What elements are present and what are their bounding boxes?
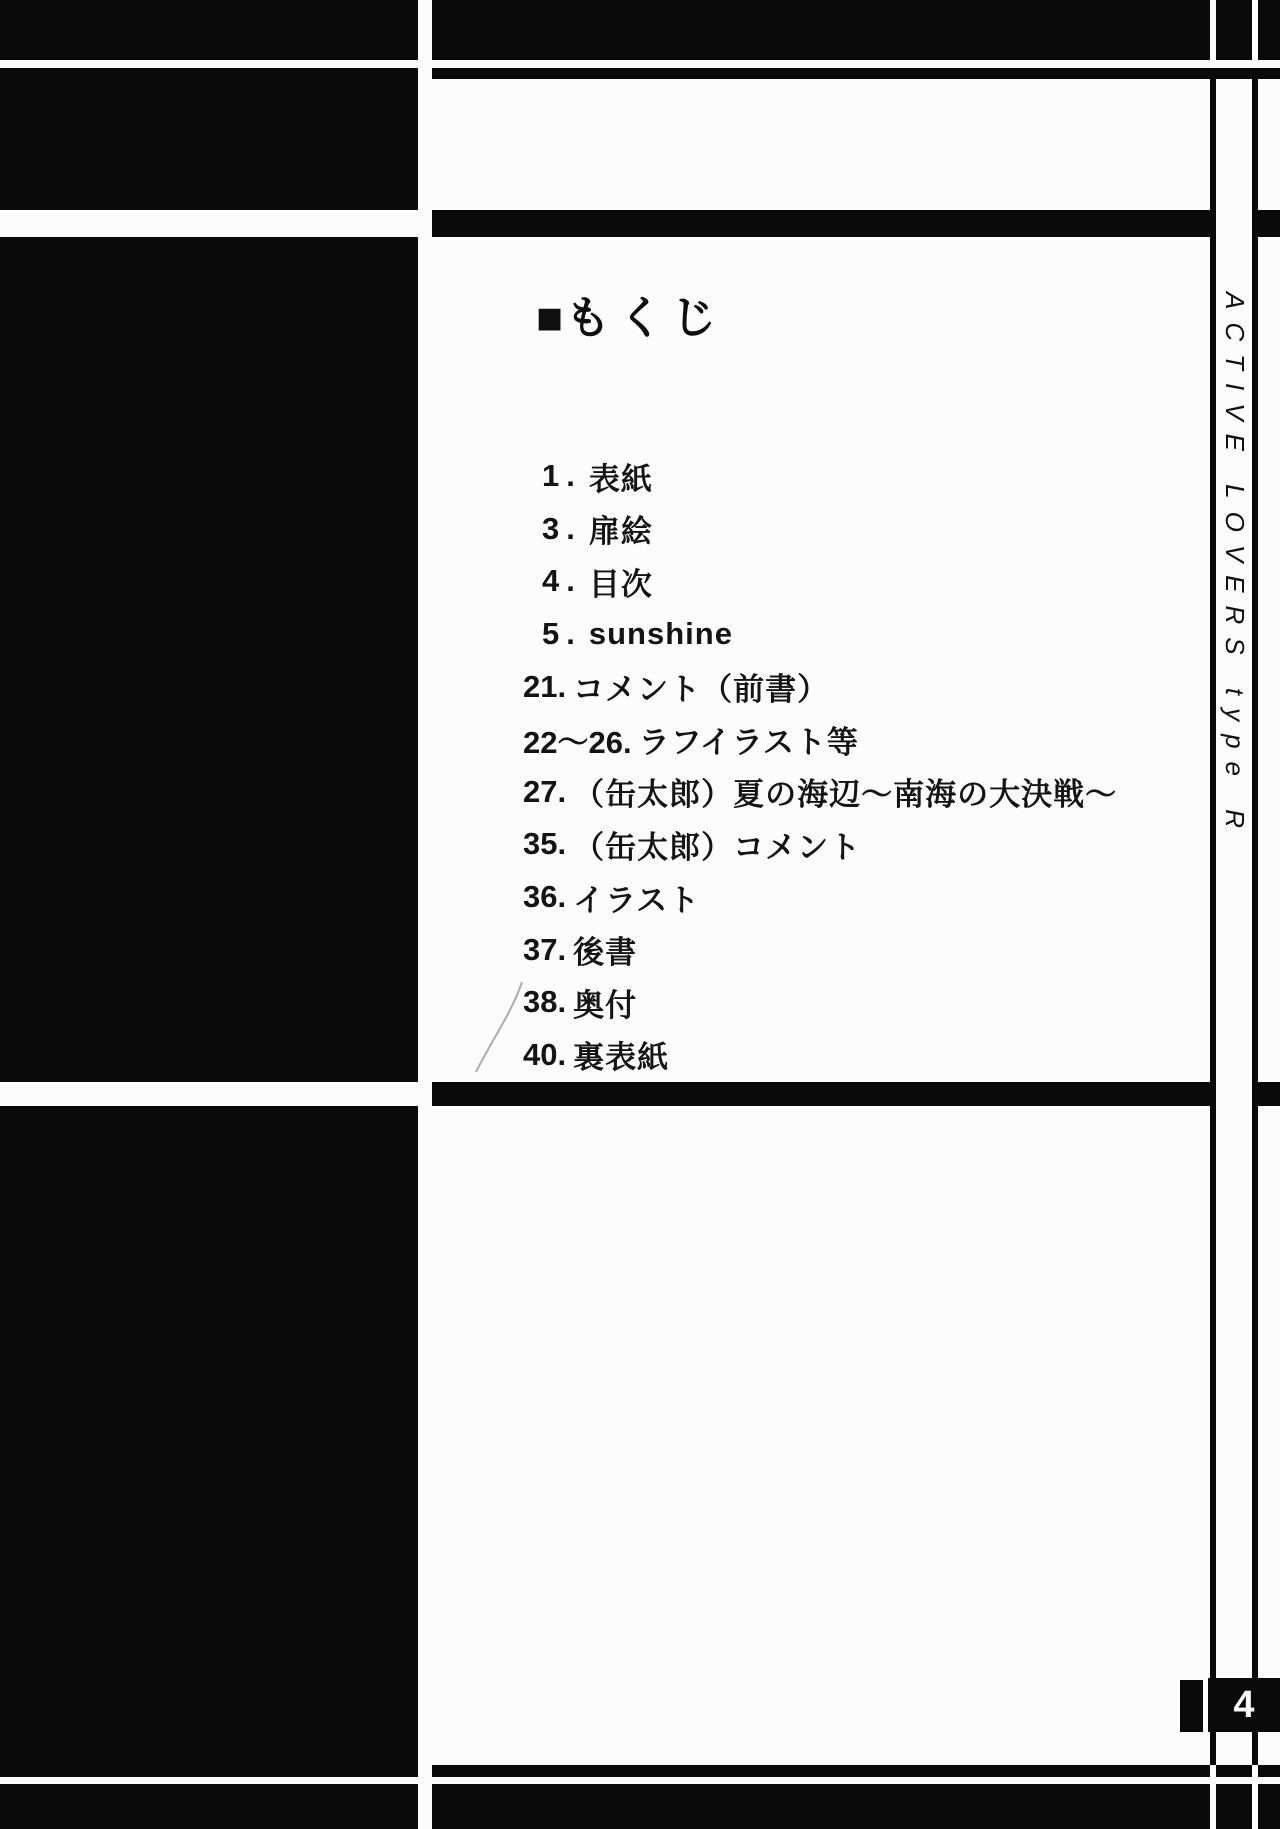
left-white-vertical-line-top [418, 0, 432, 60]
toc-box-top-bar [432, 210, 1216, 237]
toc-entry-number: 40. [523, 1036, 567, 1072]
toc-entry-number: 36. [523, 879, 567, 915]
left-white-vertical-line-bottom [418, 1765, 432, 1829]
toc-entry-label: 表紙 [588, 461, 653, 497]
toc-entry-label: （缶太郎）コメント [573, 829, 862, 865]
page-title-text: もくじ [565, 292, 725, 343]
toc-entry-label: イラスト [573, 882, 701, 918]
toc-entry-number: 3. [542, 510, 582, 546]
middle-divider-bar [432, 1082, 1216, 1106]
top-black-bar [0, 0, 1280, 60]
right-vertical-rule-inner [1210, 79, 1216, 1765]
top-white-divider-line [0, 60, 1280, 68]
toc-entry [432, 555, 1210, 608]
left-black-column-main [0, 237, 418, 1082]
toc-entry [432, 1029, 1210, 1082]
toc-entry-number: 35. [523, 826, 567, 862]
page-number: 4 [1233, 1683, 1255, 1726]
toc-entry-number: 5. [542, 616, 582, 652]
toc-entry [432, 923, 1210, 976]
toc-entry-label: ラフイラスト等 [638, 724, 859, 760]
toc-entry-number: 1. [542, 458, 582, 494]
right-white-line-1-top [1210, 0, 1216, 60]
toc-entry-number: 21. [523, 668, 567, 704]
toc-entry [432, 608, 1210, 661]
bottom-divider-bar [432, 1765, 1280, 1777]
toc-entry-label: sunshine [588, 616, 733, 652]
page-title [536, 281, 724, 346]
right-vertical-rule-outer [1252, 79, 1258, 1765]
toc-entry-label: 扉絵 [588, 514, 653, 550]
side-vertical-book-title: ACTIVE LOVERS type R [1220, 292, 1251, 841]
toc-entry [432, 976, 1210, 1029]
toc-entry-label: 裏表紙 [573, 1040, 670, 1076]
upper-thin-black-strip [432, 68, 1280, 79]
toc-content-box [432, 237, 1210, 1082]
toc-entry [432, 450, 1210, 503]
toc-entry [432, 713, 1210, 766]
toc-entry-number: 37. [523, 931, 567, 967]
toc-entry [432, 660, 1210, 713]
title-square-marker: ■ [536, 292, 566, 343]
toc-entry [432, 871, 1210, 924]
page-number-box [1208, 1678, 1280, 1732]
right-white-line-1-bottom [1210, 1765, 1216, 1829]
toc-entry-number: 27. [523, 773, 567, 809]
bottom-black-region [0, 1784, 1280, 1829]
toc-entry [432, 818, 1210, 871]
toc-list [432, 450, 1210, 1081]
toc-entry-label: 後書 [573, 935, 638, 971]
toc-entry-number: 4. [542, 563, 582, 599]
toc-entry-label: （缶太郎）夏の海辺～南海の大決戦～ [573, 777, 1118, 813]
toc-entry-label: コメント（前書） [573, 672, 830, 708]
toc-entry-label: 目次 [588, 566, 653, 602]
toc-entry-label: 奥付 [573, 987, 638, 1023]
toc-entry-number: 38. [523, 984, 567, 1020]
toc-entry [432, 766, 1210, 819]
page-number-spacer-block [1180, 1680, 1203, 1732]
bottom-white-divider-line [0, 1777, 1280, 1784]
left-black-column-upper [0, 68, 418, 210]
left-black-column-lower [0, 1106, 418, 1777]
right-white-line-2-top [1252, 0, 1258, 60]
toc-entry [432, 503, 1210, 556]
right-white-line-2-bottom [1252, 1765, 1258, 1829]
toc-entry-number: 22～26. [523, 724, 632, 760]
